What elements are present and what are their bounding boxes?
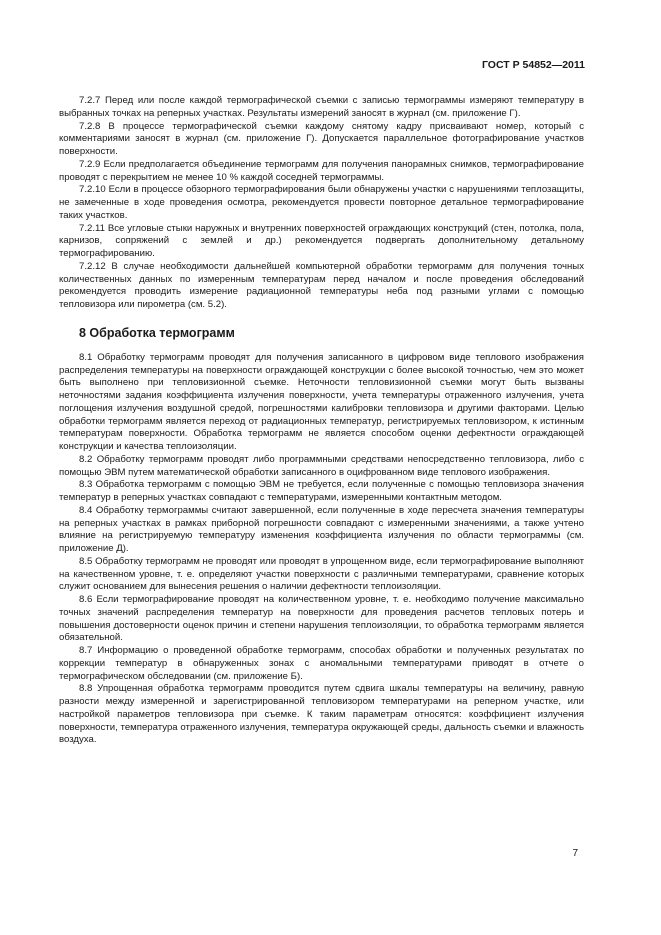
paragraph-8-4: 8.4 Обработку термограммы считают завершенной, если полученные в ходе пересчета значения температуры на реперных участках в рамках приборной погрешности совпадают с измеренными значениями, а также учтено влияние на регистрируемую температуру изменения коэффициента излучения по области термограммы (см. приложение Д). <box>59 504 584 554</box>
paragraph-8-2: 8.2 Обработку термограмм проводят либо программными средствами непосредственно тепловизора, либо с помощью ЭВМ путем математической обработки записанного в оцифрованном виде теплового изображения. <box>59 453 584 478</box>
paragraph-7-2-10: 7.2.10 Если в процессе обзорного термографирования были обнаружены участки с нарушениями теплозащиты, не замеченные в ходе проведения осмотра, рекомендуется провести повторное детальное термографирование таких участков. <box>59 184 584 221</box>
paragraph-8-5: 8.5 Обработку термограмм не проводят или проводят в упрощенном виде, если термографирование выполняют на качественном уровне, т. е. определяют участки поверхности с различными температурами, сравнение которых служит основанием для вынесения решения о наличии дефектности теплоизоляции. <box>59 555 584 593</box>
paragraph-8-1: 8.1 Обработку термограмм проводят для получения записанного в цифровом виде теплового изображения распределения температуры на поверхности ограждающей конструкции с более высокой точностью, чем это может быть выполнено при тепловизионной съемке. Неточности тепловизионной съемки могут быть вызваны неточностями задания коэффициента излучения поверхности, учета температуры отраженного излучения, учета поглощения излучения воздушной средой, погрешностями калибровки тепловизора и другими факторами. Целью обработки термограмм является переход от радиационных температур, регистрируемых тепловизором, к истинным температурам поверхности. Обработка термограмм не является способом оценки дефектности ограждающей конструкции и качества теплоизоляции. <box>59 351 584 452</box>
paragraph-7-2-8: 7.2.8 В процессе термографической съемки каждому снятому кадру присваивают номер, который с комментариями заносят в журнал (см. приложение Г). Допускается параллельное фотографирование участков поверхности. <box>59 120 584 157</box>
paragraph-7-2-9: 7.2.9 Если предполагается объединение термограмм для получения панорамных снимков, термографирование проводят с перекрытием не менее 10 % каждой соседней термограммы. <box>59 158 584 183</box>
section-8-heading: 8 Обработка термограмм <box>79 325 235 340</box>
paragraph-8-7: 8.7 Информацию о проведенной обработке термограмм, способах обработки и полученных результатах по коррекции температур в обнаруженных зонах с аномальными температурами приводят в отчете о термографическом обследовании (см. приложение Б). <box>59 645 584 682</box>
document-code: ГОСТ Р 54852—2011 <box>481 59 585 71</box>
page-body <box>59 95 584 747</box>
page-number: 7 <box>572 848 578 859</box>
paragraph-8-6: 8.6 Если термографирование проводят на количественном уровне, т. е. необходимо получение максимально точных значений распределения температур на поверхности для проведения расчетов тепловых потерь и повышения достоверности оценок причин и степени нарушения теплоизоляции, то обработка термограмм является обязательной. <box>59 594 584 644</box>
paragraph-8-8: 8.8 Упрощенная обработка термограмм проводится путем сдвига шкалы температуры на величину, равную разности между измеренной и зарегистрированной тепловизором температурами на реперном участке, или настройкой параметров тепловизора при съемке. К таким параметрам относятся: коэффициент излучения поверхности, температура отраженного излучения, температура окружающей среды, дальность съемки и влажность воздуха. <box>59 683 584 746</box>
paragraph-7-2-11: 7.2.11 Все угловые стыки наружных и внутренних поверхностей ограждающих конструкций (стен, потолка, пола, карнизов, сопряжений с землей и др.) рекомендуется подвергать дополнительному детальному термографированию. <box>59 222 584 259</box>
paragraph-7-2-12: 7.2.12 В случае необходимости дальнейшей компьютерной обработки термограмм для получения точных количественных данных по измеренным температурам перед началом и после проведения обследований рекомендуется проводить измерение радиационной температуры неба под разными углами с помощью тепловизора или пирометра (см. 5.2). <box>59 260 584 310</box>
paragraph-8-3: 8.3 Обработка термограмм с помощью ЭВМ не требуется, если полученные с помощью тепловизора значения температур в реперных участках совпадают с температурами, измеренными контактным методом. <box>59 479 584 503</box>
paragraph-7-2-7: 7.2.7 Перед или после каждой термографической съемки с записью термограммы измеряют температуру в выбранных точках на реперных участках. Результаты измерений заносят в журнал (см. приложение Г). <box>59 95 584 119</box>
